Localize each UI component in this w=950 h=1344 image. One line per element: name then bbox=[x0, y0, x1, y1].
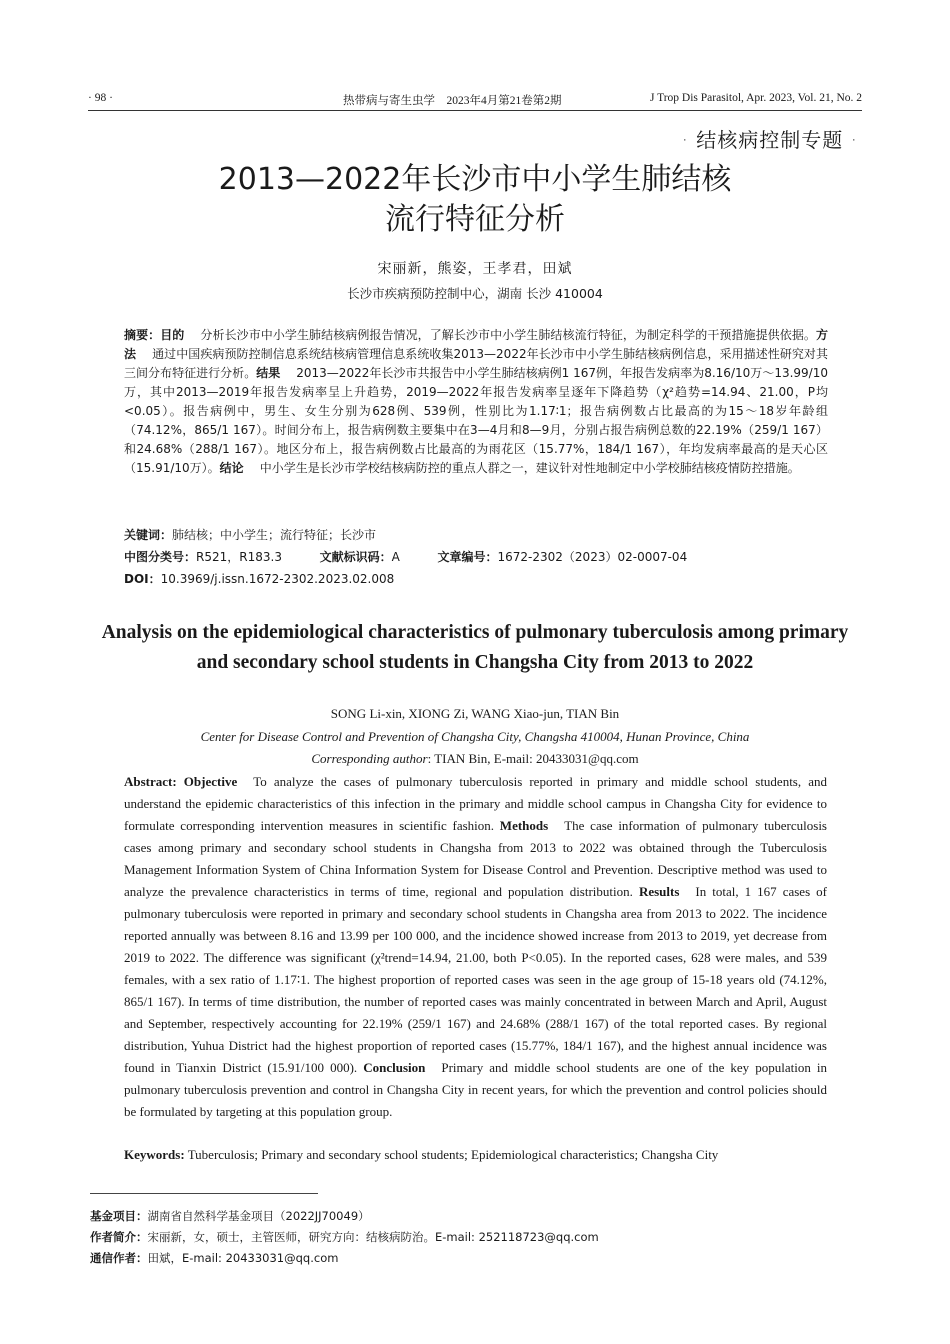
affiliation-cn: 长沙市疾病预防控制中心，湖南 长沙 410004 bbox=[347, 286, 603, 301]
footnote-author-bio bbox=[90, 1229, 599, 1245]
footnote-rule bbox=[90, 1193, 318, 1194]
methods-cn: 通过中国疾病预防控制信息系统结核病管理信息系统收集2013—2022年长沙市中小学生肺结核病例信息，采用描述性研究对其三间分布特征进行分析。 bbox=[124, 347, 828, 380]
conclusion-en: Primary and middle school students are one of the key population in pulmonary tuberculosis prevention and control in Changsha City in recent years, for which the prevention and control policies should be formulated by targeting at this population group. bbox=[124, 1060, 827, 1119]
methods-en: The case information of pulmonary tuberculosis cases among primary and secondary school students in Changsha from 2013 to 2022 was obtained through the Tuberculosis Management Information System of China Information System for Disease Control and Prevention. Descriptive method was used to analyze the prevalence characteristics in terms of time, regional and population distribution. bbox=[124, 818, 827, 899]
methods-label-cn: 方法 bbox=[124, 328, 828, 361]
author-bio-label: 作者简介： bbox=[90, 1230, 148, 1244]
footnote-corresponding bbox=[90, 1250, 338, 1266]
objective-en: To analyze the cases of pulmonary tuberculosis reported in primary and middle school students, and understand the epidemic characteristics of this infection in the primary and middle school campus in Changsha City for evidence to formulate corresponding intervention measures in scientific fashion. bbox=[124, 774, 827, 833]
methods-label-en: Methods bbox=[499, 818, 549, 833]
column-tag: · 结核病控制专题 · bbox=[681, 128, 858, 152]
journal-cn: 热带病与寄生虫学 2023年4月第21卷第2期 bbox=[343, 95, 562, 107]
clc-value: R521，R183.3 bbox=[196, 550, 282, 564]
running-header bbox=[88, 92, 862, 111]
classification-line bbox=[124, 548, 828, 567]
results-cn: 2013—2022年长沙市共报告中小学生肺结核病例1 167例，年报告发病率为8.16/10万～13.99/10万，其中2013—2019年报告发病率呈上升趋势，2019—2022年报告发病率呈逐年下降趋势（χ²趋势=14.94、21.00，P均<0.05）。报告病例中，男生、女生分别为628例、539例，性别比为1.17∶1；报告病例数占比最高的为15～18岁年龄组（74.12%，865/1 167）。时间分布上，报告病例数主要集中在3—4月和8—9月，分别占报告病例总数的22.19%（259/1 167）和24.68%（288/1 167）。地区分布上，报告病例数占比最高的为雨花区（15.77%，184/1 167），年均发病率最高的是天心区（15.91/10万）。 bbox=[124, 366, 828, 475]
keywords-cn-text: 肺结核；中小学生；流行特征；长沙市 bbox=[172, 528, 377, 542]
abstract-cn-label: 摘要： bbox=[124, 328, 161, 342]
conclusion-label-cn: 结论 bbox=[219, 461, 244, 475]
objective-label-cn: 目的 bbox=[160, 328, 185, 342]
title-cn-line-1: 2013—2022年长沙市中小学生肺结核 bbox=[218, 162, 732, 197]
abstract-cn bbox=[124, 326, 828, 478]
title-en: Analysis on the epidemiological characteristics of pulmonary tuberculosis among primary and secondary school students in Changsha City from 2013 to 2022 bbox=[101, 622, 849, 673]
affiliation-en: Center for Disease Control and Prevention of Changsha City, Changsha 410004, Hunan Province, China bbox=[200, 729, 750, 744]
results-label-cn: 结果 bbox=[256, 366, 281, 380]
authors-en: SONG Li-xin, XIONG Zi, WANG Xiao-jun, TIAN Bin bbox=[330, 706, 620, 721]
funding-label: 基金项目： bbox=[90, 1209, 148, 1223]
abstract-en bbox=[124, 771, 827, 1123]
doi-value: 10.3969/j.issn.1672-2302.2023.02.008 bbox=[160, 572, 395, 586]
author-bio-text: 宋丽新，女，硕士，主管医师，研究方向：结核病防治。E-mail: 252118723@qq.com bbox=[147, 1230, 599, 1244]
conclusion-label-en: Conclusion bbox=[363, 1060, 426, 1075]
corresponding-text-en: : TIAN Bin, E-mail: 20433031@qq.com bbox=[427, 751, 639, 766]
keywords-cn-label: 关键词： bbox=[124, 528, 173, 542]
conclusion-cn: 中小学生是长沙市学校结核病防控的重点人群之一，建议针对性地制定中小学校肺结核疫情防控措施。 bbox=[259, 461, 800, 475]
article-number-value: 1672-2302（2023）02-0007-04 bbox=[497, 550, 688, 564]
keywords-cn bbox=[124, 526, 828, 545]
journal-en: J Trop Dis Parasitol, Apr. 2023, Vol. 21, No. 2 bbox=[649, 92, 862, 104]
objective-cn: 分析长沙市中小学生肺结核病例报告情况，了解长沙市中小学生肺结核流行特征，为制定科学的干预措施提供依据。 bbox=[200, 328, 816, 342]
title-cn bbox=[0, 160, 950, 240]
keywords-en bbox=[124, 1144, 827, 1166]
page-number: · 98 · bbox=[88, 92, 113, 104]
corresponding-en bbox=[0, 751, 950, 767]
keywords-en-label: Keywords: bbox=[124, 1147, 185, 1162]
keywords-en-text: Tuberculosis; Primary and secondary school students; Epidemiological characteristics; Changsha City bbox=[187, 1147, 719, 1162]
abstract-en-label: Abstract: Objective bbox=[124, 774, 238, 789]
clc-label: 中图分类号： bbox=[124, 550, 197, 564]
funding-text: 湖南省自然科学基金项目（2022JJ70049） bbox=[147, 1209, 370, 1223]
corresponding-label-en: Corresponding author bbox=[311, 751, 428, 766]
doc-code-value: A bbox=[391, 550, 400, 564]
corresponding-cn-text: 田斌，E-mail: 20433031@qq.com bbox=[147, 1251, 339, 1265]
title-cn-line-2: 流行特征分析 bbox=[385, 202, 565, 237]
doc-code-label: 文献标识码： bbox=[319, 550, 392, 564]
authors-cn: 宋丽新，熊姿，王孝君，田斌 bbox=[377, 261, 573, 277]
corresponding-cn-label: 通信作者： bbox=[90, 1251, 148, 1265]
results-label-en: Results bbox=[638, 884, 680, 899]
footnote-funding bbox=[90, 1208, 370, 1224]
results-en: In total, 1 167 cases of pulmonary tuberculosis were reported in primary and secondary school students in Changsha area from 2013 to 2022. The incidence reported annually was between 8.16 and 13.99 per 100 000, and the incidence showed increase from 2013 to 2019, yet decrease from 2019 to 2022. The difference was significant (χ²trend=14.94, 21.00, both P<0.05). In the reported cases, 628 were males, and 539 females, with a sex ratio of 1.17∶1. The highest proportion of reported cases was seen in the age group of 15-18 years old (74.12%, 865/1 167). In terms of time distribution, the number of reported cases was mainly concentrated in between March and April, August and September, respectively accounting for 22.19% (259/1 167) and 24.68% (288/1 167) of the total reported cases. By regional distribution, Yuhua District had the highest proportion of reported cases (15.77%, 184/1 167), and the highest annual incidence was found in Tianxin District (15.91/100 000). bbox=[124, 884, 827, 1075]
doi-label: DOI： bbox=[124, 572, 161, 586]
article-number-label: 文章编号： bbox=[437, 550, 498, 564]
doi-line bbox=[124, 570, 828, 589]
